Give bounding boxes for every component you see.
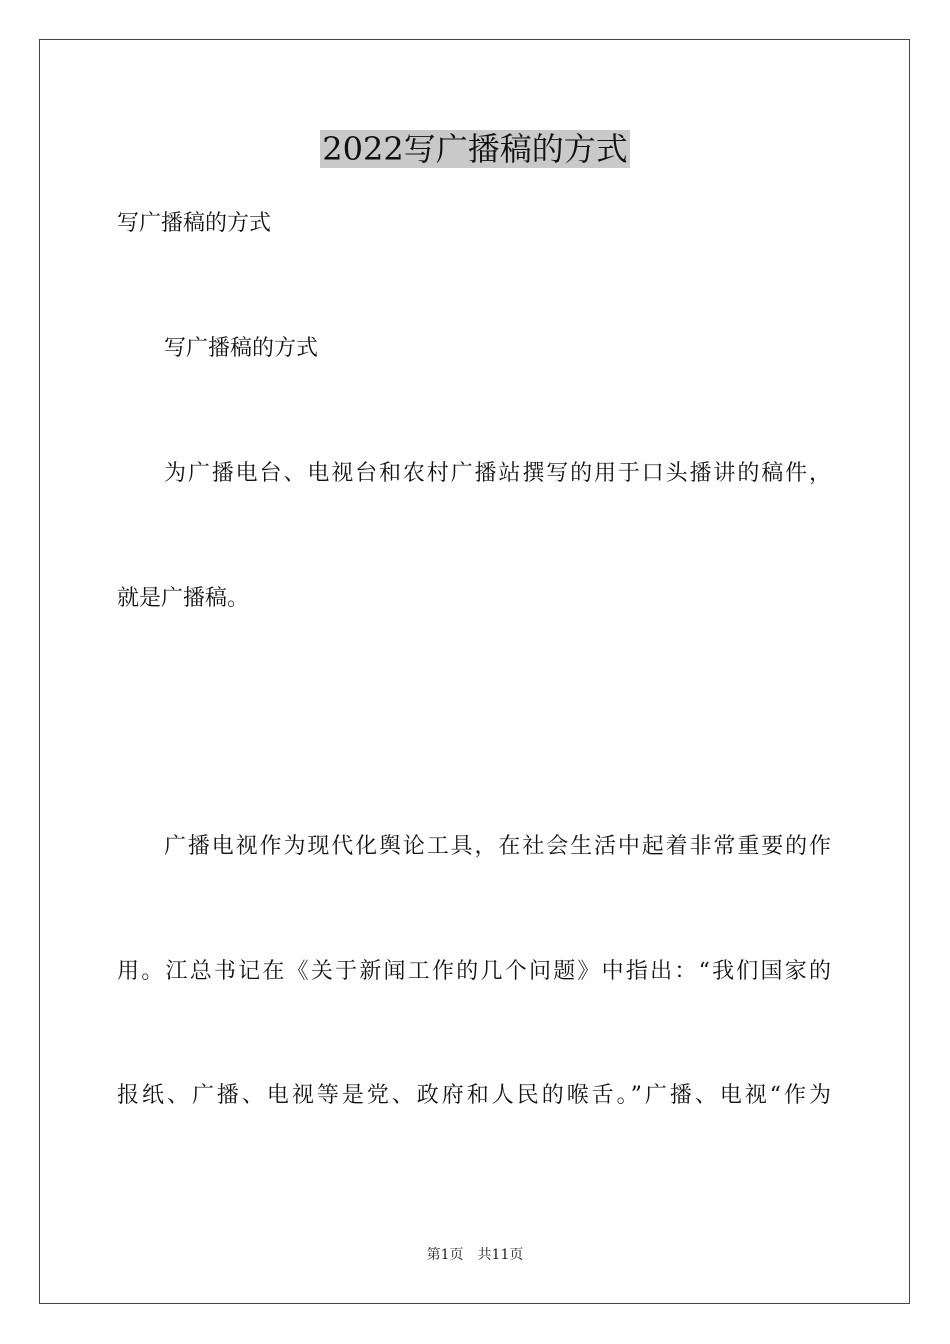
paragraph-line: 就是广播稿。 bbox=[117, 586, 250, 611]
page-footer bbox=[0, 1245, 950, 1265]
document-title bbox=[0, 127, 950, 171]
document-title-text: 2022写广播稿的方式 bbox=[322, 130, 628, 168]
paragraph-line: 报纸、广播、电视等是党、政府和人民的喉舌。”广播、电视“作为 bbox=[117, 1083, 831, 1108]
page-number: 第1页 bbox=[426, 1247, 464, 1263]
paragraph-line: 写广播稿的方式 bbox=[117, 211, 272, 236]
paragraph-line: 广播电视作为现代化舆论工具，在社会生活中起着非常重要的作 bbox=[164, 834, 831, 859]
paragraph-line: 为广播电台、电视台和农村广播站撰写的用于口头播讲的稿件， bbox=[164, 461, 831, 486]
paragraph-line: 写广播稿的方式 bbox=[164, 336, 319, 361]
paragraph-line: 用。江总书记在《关于新闻工作的几个问题》中指出：“我们国家的 bbox=[117, 959, 831, 984]
page-total: 共11页 bbox=[477, 1247, 524, 1263]
